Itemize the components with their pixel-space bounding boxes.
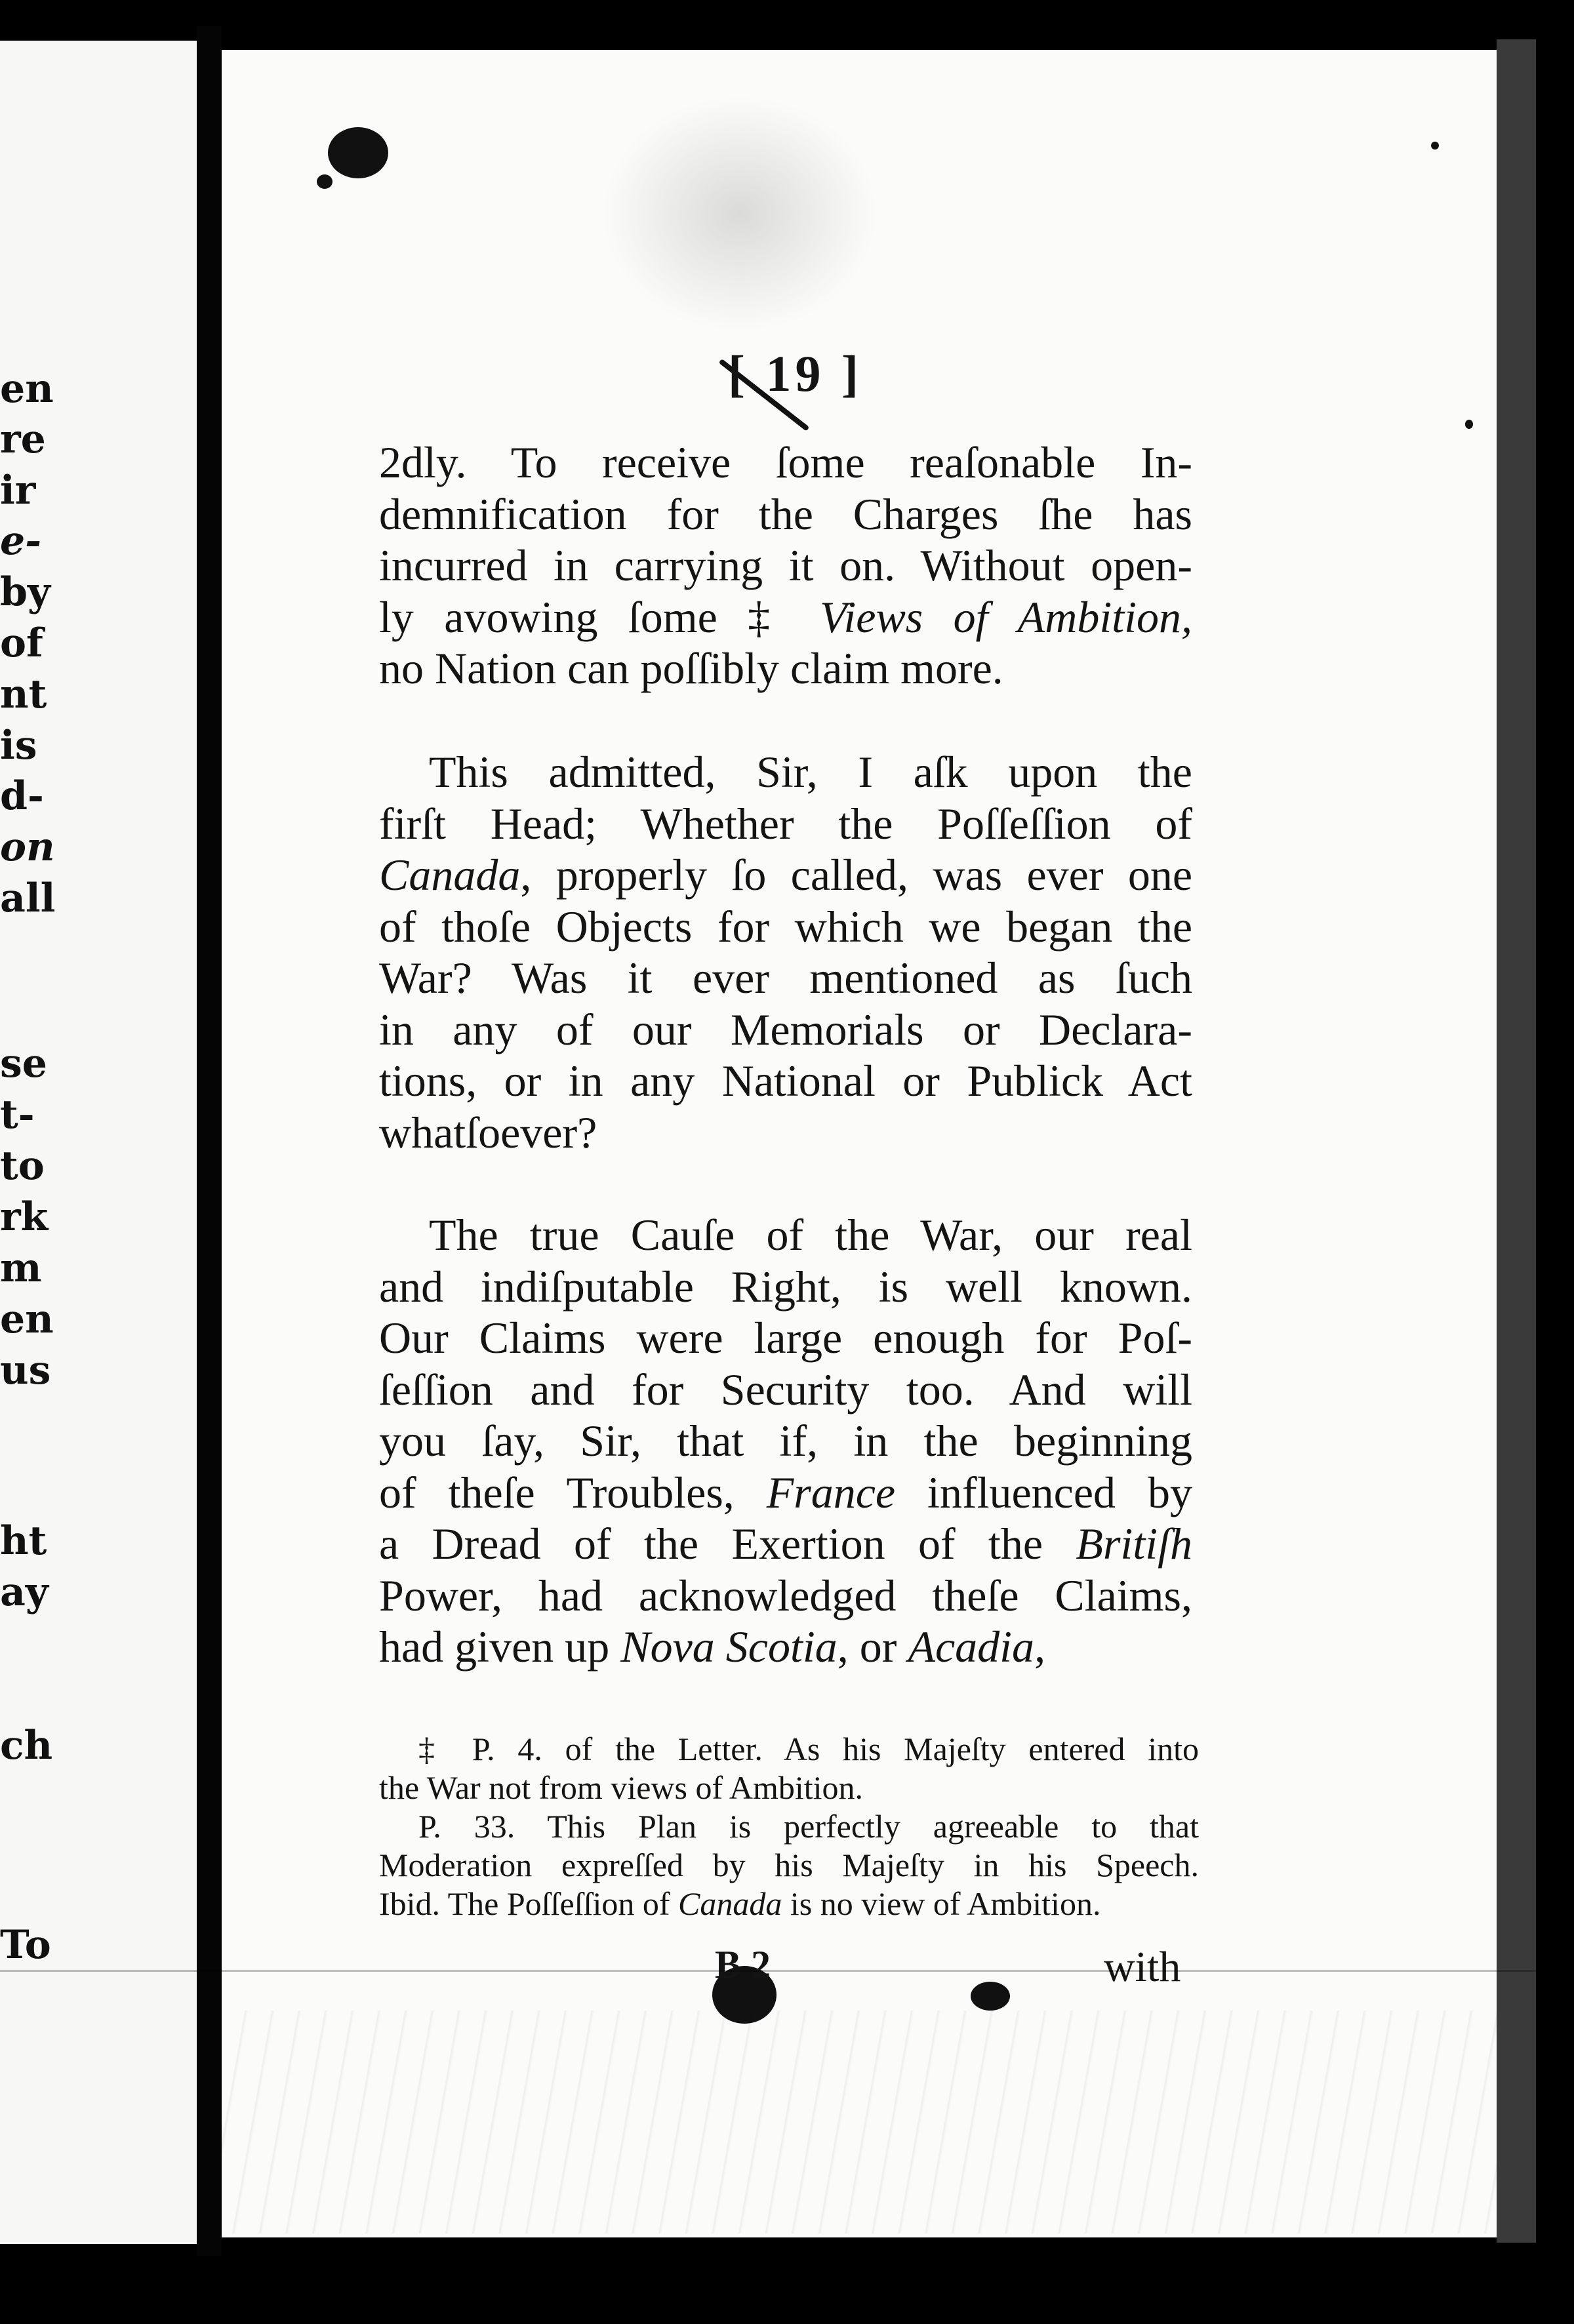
- italic-text: Canada: [677, 1885, 782, 1922]
- text-line: Our Claims were large enough for Poſ-: [379, 1313, 1192, 1363]
- text-line: whatſoever?: [379, 1107, 597, 1157]
- facing-page-text-fragment: ay: [0, 1569, 49, 1615]
- facing-page-text-fragment: all: [0, 875, 56, 921]
- ink-speck: [1431, 142, 1439, 150]
- footnote-line: ‡ P. 4. of the Letter. As his Majeſty entered into: [418, 1731, 1199, 1767]
- text-segment: a Dread of the Exertion of the: [379, 1519, 1076, 1569]
- text-segment: Ibid. The Poſſeſſion of: [379, 1885, 678, 1922]
- italic-text: Canada: [379, 850, 521, 900]
- facing-page-text-fragment: of: [0, 620, 43, 666]
- text-line: [379, 1621, 1192, 1673]
- facing-page-text-fragment: by: [0, 569, 50, 615]
- text-line: [379, 849, 1192, 901]
- text-line: demnification for the Charges ſhe has: [379, 489, 1192, 539]
- text-line: you ſay, Sir, that if, in the beginning: [379, 1416, 1192, 1466]
- text-line: ſeſſion and for Security too. And will: [379, 1364, 1192, 1414]
- text-line: Power, had acknowledged theſe Claims,: [379, 1570, 1192, 1620]
- text-line: firſt Head; Whether the Poſſeſſion of: [379, 798, 1192, 849]
- ink-blot: [328, 127, 388, 178]
- text-segment: , properly ſo called, was ever one: [520, 850, 1192, 900]
- footnote-line: P. 33. This Plan is perfectly agreeable to that: [418, 1808, 1199, 1845]
- facing-page-text-fragment: se: [0, 1041, 47, 1087]
- text-line: [379, 591, 1192, 643]
- text-line: War? Was it ever mentioned as ſuch: [379, 953, 1192, 1003]
- ink-speck: [971, 1982, 1010, 2011]
- facing-page-text-fragment: en: [0, 366, 54, 412]
- italic-text: Nova Scotia: [620, 1622, 837, 1672]
- text-line: The true Cauſe of the War, our real: [429, 1210, 1192, 1260]
- book-spine-shadow: [197, 26, 222, 2256]
- italic-text: Views of Ambition,: [819, 591, 1192, 642]
- text-line: of thoſe Objects for which we began the: [379, 901, 1192, 952]
- catchword: with: [1104, 1943, 1181, 1991]
- page-edge-shadow: [1497, 39, 1536, 2243]
- paragraph: [379, 746, 1192, 1158]
- facing-page-text-fragment: To: [0, 1922, 51, 1968]
- italic-text: Britiſh: [1076, 1519, 1192, 1569]
- text-line: in any of our Memorials or Declara-: [379, 1004, 1192, 1054]
- text-segment: is no view of Ambition.: [782, 1885, 1101, 1922]
- text-line: [379, 1518, 1192, 1570]
- paragraph: [379, 437, 1192, 694]
- facing-page-text-fragment: en: [0, 1296, 54, 1342]
- text-segment: of theſe Troubles,: [379, 1467, 767, 1517]
- footnote-line: [379, 1885, 1199, 1923]
- ink-blot: [317, 174, 333, 189]
- paper-stain: [602, 96, 878, 332]
- paragraph: [379, 1209, 1192, 1673]
- facing-page-text-fragment: t-: [0, 1092, 35, 1138]
- text-segment: influenced by: [895, 1467, 1192, 1517]
- facing-page-text-fragment: ht: [0, 1518, 47, 1564]
- scan-artifact-line: [0, 1970, 1574, 1972]
- text-line: and indiſputable Right, is well known.: [379, 1261, 1192, 1312]
- text-segment: ly avowing ſome ‡: [379, 591, 820, 642]
- facing-page-left: [0, 41, 197, 2244]
- text-segment: ,: [1034, 1622, 1046, 1672]
- text-line: This admitted, Sir, I aſk upon the: [429, 747, 1192, 797]
- facing-page-text-fragment: is: [0, 723, 37, 769]
- facing-page-text-fragment: to: [0, 1143, 45, 1189]
- page-number: [ 19 ]: [728, 345, 862, 402]
- text-segment: had given up: [379, 1622, 621, 1672]
- text-line: tions, or in any National or Publick Act: [379, 1056, 1192, 1106]
- text-segment: , or: [837, 1622, 908, 1672]
- text-line: no Nation can poſſibly claim more.: [379, 643, 1003, 693]
- facing-page-text-fragment: e-: [0, 518, 42, 564]
- facing-page-text-fragment: ir: [0, 468, 36, 513]
- facing-page-text-fragment: us: [0, 1348, 51, 1393]
- paper-texture: [222, 2011, 1497, 2234]
- italic-text: Acadia: [908, 1622, 1035, 1672]
- facing-page-text-fragment: nt: [0, 671, 47, 717]
- ink-speck: [1465, 420, 1473, 429]
- facing-page-text-fragment: re: [0, 416, 46, 462]
- text-line: [379, 1467, 1192, 1519]
- facing-page-text-fragment: ch: [0, 1723, 53, 1769]
- facing-page-text-fragment: rk: [0, 1194, 49, 1240]
- italic-text: France: [766, 1467, 896, 1517]
- footnotes: [379, 1730, 1199, 1923]
- text-line: incurred in carrying it on. Without open-: [379, 540, 1192, 590]
- facing-page-text-fragment: on: [0, 824, 55, 870]
- signature-mark: B 2: [715, 1943, 771, 1986]
- footnote-line: Moderation expreſſed by his Majeſty in his Speech.: [379, 1847, 1199, 1883]
- facing-page-text-fragment: d-: [0, 773, 44, 819]
- facing-page-text-fragment: m: [0, 1245, 42, 1291]
- footnote-line: the War not from views of Ambition.: [379, 1769, 864, 1806]
- text-line: 2dly. To receive ſome reaſonable In-: [379, 437, 1192, 487]
